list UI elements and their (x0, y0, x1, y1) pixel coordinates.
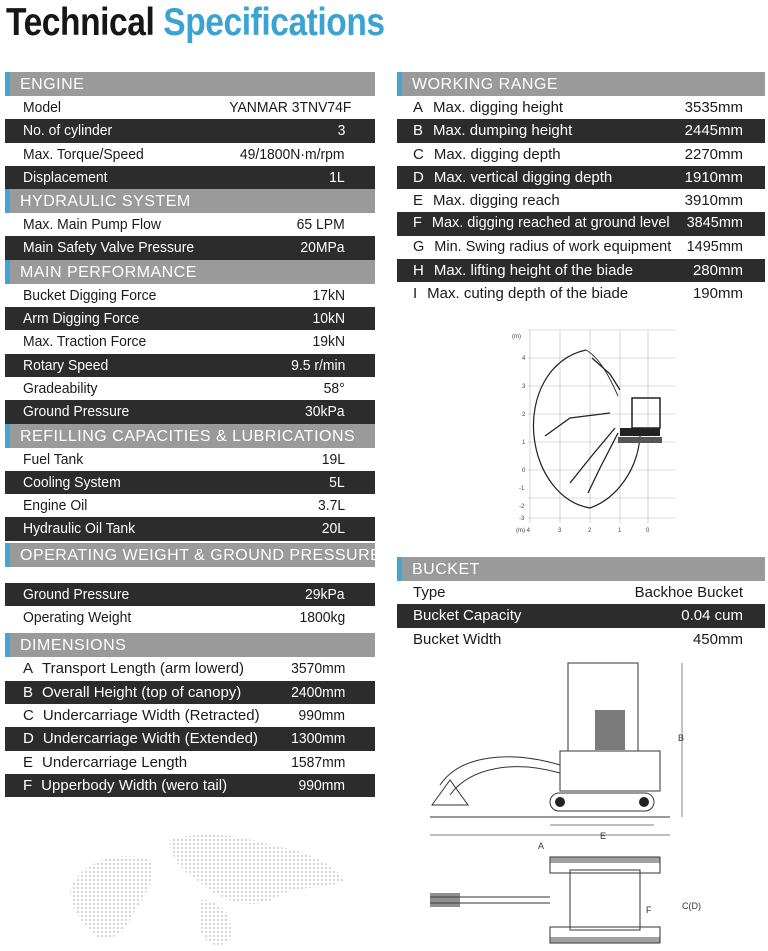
operating-row (5, 606, 375, 629)
performance-row (5, 330, 375, 353)
bucket-row (397, 581, 765, 604)
spec-value: 30kPa (305, 403, 345, 421)
y-tick: 3 (522, 384, 526, 390)
excavator-arm-poses (545, 358, 620, 493)
wr-letter: G (413, 238, 425, 255)
spec-value: 3535mm (684, 99, 743, 116)
title-part-specifications: Specifications (163, 1, 385, 44)
spec-value: 19L (321, 450, 345, 468)
working-row (397, 189, 765, 212)
right-column (397, 72, 765, 306)
spec-value: 0.04 cum (681, 607, 743, 625)
spec-label: Max. dumping height (433, 122, 573, 140)
spec-label: Type (413, 584, 446, 601)
spec-value: Backhoe Bucket (634, 584, 743, 601)
dimension-lines (430, 663, 685, 835)
dim-label-group (23, 751, 187, 774)
dim-letter: D (23, 730, 34, 748)
working-row (397, 166, 765, 189)
spec-label: Min. Swing radius of work equipment (434, 238, 672, 255)
spec-value: 5L (329, 473, 345, 491)
diagram-x-ticks (516, 528, 650, 534)
wr-label-group (413, 143, 561, 166)
engine-row (5, 166, 375, 189)
spec-label: Max. digging depth (433, 145, 561, 163)
dim-label-a: A (538, 841, 545, 851)
spec-label: Displacement (23, 168, 108, 186)
spec-value: 17kN (312, 286, 345, 304)
working-range-diagram (500, 318, 700, 540)
working-row (397, 96, 765, 119)
y-tick: 4 (522, 356, 526, 362)
spec-label: Max. lifting height of the biade (433, 262, 634, 280)
working-row (397, 282, 765, 305)
x-tick: 0 (646, 528, 650, 534)
spec-value: 3.7L (317, 497, 345, 515)
dimension-row (5, 681, 375, 704)
refilling-row (5, 471, 375, 494)
spec-label: Upperbody Width (wero tail) (41, 776, 228, 794)
diagram-y-ticks (512, 334, 526, 522)
spec-label: Rotary Speed (23, 356, 109, 374)
spec-label: Max. digging reach (433, 192, 560, 210)
x-tick: 2 (588, 528, 592, 534)
hydraulic-row (5, 213, 375, 236)
wr-letter: C (413, 145, 424, 163)
x-tick: (m) 4 (516, 528, 530, 534)
spec-value: 49/1800N·m/rpm (240, 145, 345, 163)
wr-letter: I (413, 285, 418, 303)
dim-label-group (23, 704, 260, 727)
spec-label: Max. Traction Force (23, 333, 147, 351)
spec-label: Transport Length (arm lowerd) (42, 660, 245, 678)
wr-label-group (413, 166, 612, 189)
spec-label: Overall Height (top of canopy) (42, 683, 242, 701)
dim-label-group (23, 681, 241, 704)
spec-value: 990mm (298, 776, 345, 794)
spec-label: Bucket Capacity (413, 607, 522, 625)
section-bucket-header: BUCKET (397, 557, 765, 581)
performance-row (5, 400, 375, 423)
dimension-row (5, 657, 375, 680)
engine-row (5, 143, 375, 166)
spec-label: Max. cuting depth of the biade (427, 285, 629, 303)
working-row (397, 259, 765, 282)
side-view-fill (555, 710, 649, 807)
y-tick: 2 (522, 412, 526, 418)
wr-letter: E (413, 192, 424, 210)
performance-row (5, 307, 375, 330)
section-working-range-header: WORKING RANGE (397, 72, 765, 96)
spec-value: 1800kg (299, 609, 345, 627)
arm-outline (586, 350, 618, 396)
spec-value: 65 LPM (296, 216, 345, 234)
x-tick: 3 (558, 528, 562, 534)
operating-row (5, 583, 375, 606)
x-tick: 1 (618, 528, 622, 534)
spec-value: 1587mm (290, 753, 345, 771)
spec-label: Max. Main Pump Flow (23, 216, 161, 234)
dim-letter: E (23, 753, 34, 771)
spec-value: 1495mm (686, 238, 743, 255)
spec-value: 20MPa (300, 239, 345, 257)
spec-label: Gradeability (23, 379, 98, 397)
dim-label-group (23, 657, 244, 680)
spec-value: 20L (321, 520, 345, 538)
spec-label: Operating Weight (23, 609, 132, 627)
y-tick: (m) (512, 334, 521, 340)
spec-label: No. of cylinder (23, 122, 113, 140)
performance-row (5, 354, 375, 377)
dim-letter: A (23, 660, 34, 678)
spec-value: 2445mm (684, 122, 743, 140)
spec-label: Hydraulic Oil Tank (23, 520, 136, 538)
spec-label: Undercarriage Length (42, 753, 188, 771)
section-refilling-header: REFILLING CAPACITIES & LUBRICATIONS (5, 424, 375, 448)
spec-value: 990mm (298, 706, 345, 724)
side-view-outline (430, 663, 670, 817)
refilling-row (5, 448, 375, 471)
spec-value: 2270mm (684, 145, 743, 163)
top-view-outline (430, 857, 660, 943)
dim-label-group (23, 774, 227, 797)
title-part-technical: Technical (6, 1, 155, 44)
spec-value: 29kPa (305, 585, 345, 603)
bucket-row (397, 628, 765, 651)
working-row (397, 119, 765, 142)
wr-label-group (413, 259, 633, 282)
spec-value: 280mm (692, 262, 743, 280)
dim-label-f: F (646, 905, 652, 915)
left-column (5, 72, 382, 797)
section-operating-header: OPERATING WEIGHT & GROUND PRESSURE (5, 543, 375, 567)
hydraulic-row (5, 236, 375, 259)
world-map-graphic (60, 830, 360, 951)
wr-label-group (413, 282, 628, 305)
wr-label-group (413, 119, 572, 142)
spec-value: 450mm (692, 630, 743, 648)
engine-row (5, 96, 375, 119)
section-dimensions-header: DIMENSIONS (5, 633, 375, 657)
bucket-row (397, 604, 765, 627)
working-row (397, 212, 765, 235)
section-hydraulic-header: HYDRAULIC SYSTEM (5, 189, 375, 213)
spec-label: Main Safety Valve Pressure (23, 239, 195, 257)
spec-label: Bucket Digging Force (23, 286, 157, 304)
refilling-row (5, 494, 375, 517)
spec-label: Undercarriage Width (Extended) (42, 730, 258, 748)
dimension-row (5, 727, 375, 750)
dim-letter: C (23, 706, 34, 724)
dim-label-e: E (600, 831, 607, 841)
dim-label-cd: C(D) (682, 901, 701, 911)
spec-value: 3570mm (290, 660, 345, 678)
dim-letter: F (23, 776, 33, 794)
spec-value: 3845mm (686, 215, 743, 232)
wr-letter: A (413, 99, 424, 116)
refilling-row (5, 517, 375, 540)
spec-value: YANMAR 3TNV74F (228, 99, 351, 116)
spec-label: Max. Torque/Speed (23, 145, 144, 163)
spec-label: Cooling System (23, 473, 121, 491)
spec-label: Max. vertical digging depth (433, 168, 613, 186)
wr-label-group (413, 96, 563, 119)
wr-letter: H (413, 262, 424, 280)
wr-letter: F (413, 215, 422, 232)
spec-label: Ground Pressure (23, 585, 130, 603)
y-tick: -2 (519, 504, 525, 510)
dim-label-b: B (678, 733, 685, 743)
dimension-row (5, 704, 375, 727)
wr-label-group (413, 189, 560, 212)
working-row (397, 236, 765, 259)
performance-row (5, 377, 375, 400)
spec-label: Max. digging reached at ground level (431, 215, 670, 232)
spacer (5, 567, 375, 583)
spec-label: Undercarriage Width (Retracted) (42, 706, 260, 724)
bucket-section (397, 557, 765, 651)
wr-label-group (413, 212, 670, 235)
spec-label: Ground Pressure (23, 403, 130, 421)
performance-row (5, 284, 375, 307)
spec-label: Bucket Width (413, 630, 502, 648)
spec-value: 1300mm (290, 730, 345, 748)
spec-value: 3910mm (684, 192, 743, 210)
section-engine-header: ENGINE (5, 72, 375, 96)
wr-label-group (413, 236, 671, 259)
dim-label-group (23, 727, 258, 750)
spec-value: 58° (323, 379, 345, 397)
dimension-drawing (420, 655, 750, 951)
spec-label: Model (23, 99, 61, 116)
y-tick: -1 (519, 486, 525, 492)
spec-value: 190mm (692, 285, 743, 303)
page-title (6, 0, 385, 46)
y-tick: -3 (519, 516, 525, 522)
diagram-grid (528, 330, 675, 523)
spec-value: 3 (337, 122, 345, 140)
spec-label: Engine Oil (23, 497, 88, 515)
spec-value: 9.5 r/min (290, 356, 345, 374)
spec-value: 19kN (312, 333, 345, 351)
spec-value: 1910mm (684, 168, 743, 186)
section-performance-header: MAIN PERFORMANCE (5, 260, 375, 284)
engine-row (5, 119, 375, 142)
spec-value: 1L (329, 168, 345, 186)
working-row (397, 143, 765, 166)
spec-label: Arm Digging Force (23, 310, 140, 328)
y-tick: 0 (522, 468, 526, 474)
spec-value: 10kN (312, 310, 345, 328)
dim-letter: B (23, 683, 34, 701)
wr-letter: D (413, 168, 424, 186)
dimension-row (5, 774, 375, 797)
spec-label: Fuel Tank (23, 450, 84, 468)
y-tick: 1 (522, 440, 526, 446)
wr-letter: B (413, 122, 424, 140)
dimension-row (5, 751, 375, 774)
spec-value: 2400mm (290, 683, 345, 701)
spec-label: Max. digging height (433, 99, 564, 116)
